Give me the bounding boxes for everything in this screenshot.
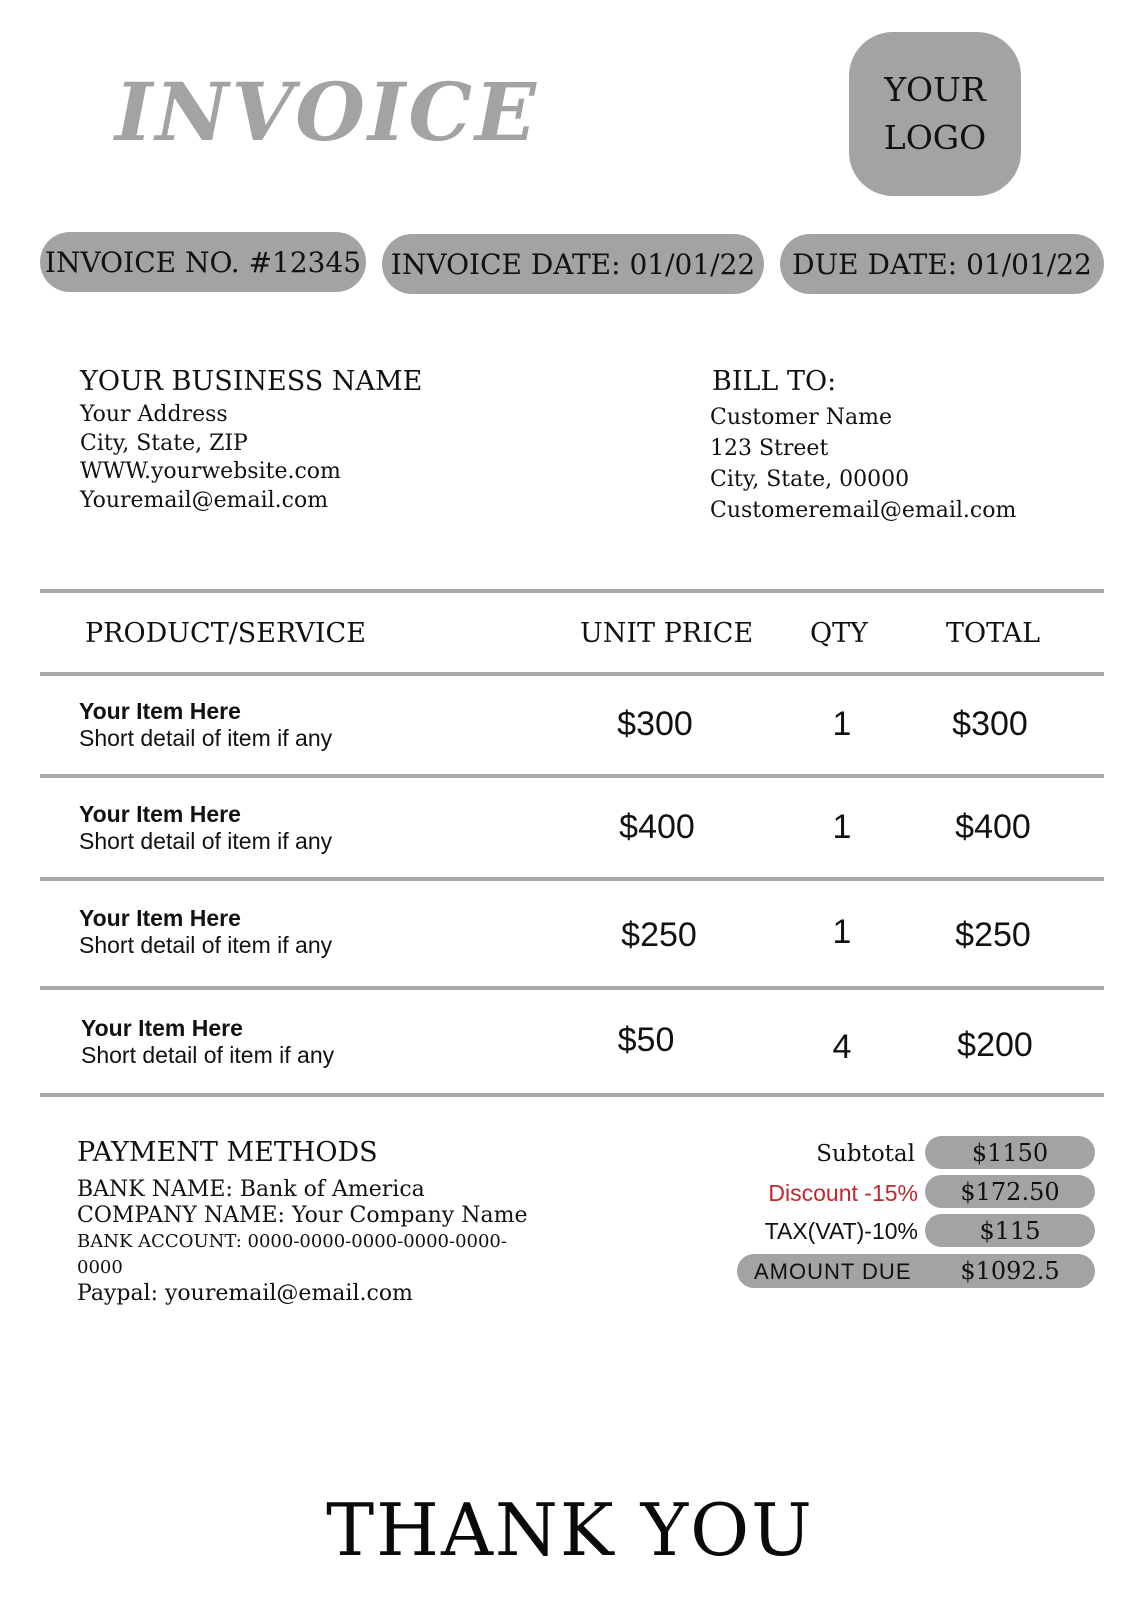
company-name: COMPANY NAME: Your Company Name bbox=[77, 1203, 528, 1228]
header-qty: QTY bbox=[810, 618, 868, 649]
item-detail: Short detail of item if any bbox=[79, 725, 333, 751]
payment-methods-title: PAYMENT METHODS bbox=[77, 1137, 378, 1168]
line-total: $300 bbox=[952, 705, 1028, 743]
table-top-rule bbox=[40, 589, 1104, 593]
invoice-title: INVOICE bbox=[115, 65, 539, 159]
customer-name: Customer Name bbox=[710, 405, 893, 430]
amount-due-value: $1092.5 bbox=[960, 1257, 1060, 1285]
item-name: Your Item Here bbox=[79, 698, 241, 724]
logo-line-1: YOUR bbox=[884, 70, 986, 110]
quantity: 1 bbox=[832, 705, 852, 743]
invoice-date-badge: INVOICE DATE: 01/01/22 bbox=[382, 234, 764, 294]
customer-email: Customeremail@email.com bbox=[710, 498, 1017, 523]
item-detail: Short detail of item if any bbox=[79, 932, 333, 958]
header-total: TOTAL bbox=[946, 618, 1041, 649]
line-total: $250 bbox=[955, 916, 1031, 954]
due-date-badge: DUE DATE: 01/01/22 bbox=[780, 234, 1104, 294]
business-address: Your Address bbox=[80, 402, 228, 427]
table-row bbox=[79, 698, 332, 752]
header-unit-price: UNIT PRICE bbox=[580, 618, 754, 649]
unit-price: $300 bbox=[617, 705, 693, 743]
logo-line-2: LOGO bbox=[883, 118, 987, 157]
unit-price: $250 bbox=[621, 916, 697, 954]
line-total: $200 bbox=[957, 1026, 1033, 1064]
table-header-rule bbox=[40, 672, 1104, 676]
bill-to-label: BILL TO: bbox=[712, 366, 837, 397]
bank-name: BANK NAME: Bank of America bbox=[77, 1177, 425, 1202]
business-website: WWW.yourwebsite.com bbox=[80, 459, 341, 484]
item-name: Your Item Here bbox=[79, 801, 241, 827]
tax-label: TAX(VAT)-10% bbox=[764, 1218, 918, 1244]
quantity: 1 bbox=[832, 808, 852, 846]
header-product-service: PRODUCT/SERVICE bbox=[85, 618, 366, 649]
bill-to-details bbox=[710, 402, 1016, 526]
business-email: Youremail@email.com bbox=[80, 487, 329, 513]
payment-details bbox=[77, 1177, 547, 1307]
tax-value: $115 bbox=[925, 1214, 1095, 1247]
discount-value: $172.50 bbox=[925, 1175, 1095, 1208]
item-detail: Short detail of item if any bbox=[81, 1042, 335, 1068]
item-name: Your Item Here bbox=[81, 1015, 243, 1041]
bank-account-continued: 0000 bbox=[77, 1257, 123, 1278]
logo-text bbox=[884, 66, 986, 162]
table-row bbox=[79, 801, 332, 855]
thank-you-text: THANK YOU bbox=[326, 1488, 814, 1572]
row-divider bbox=[40, 774, 1104, 778]
unit-price: $50 bbox=[617, 1021, 675, 1059]
paypal: Paypal: youremail@email.com bbox=[77, 1281, 413, 1306]
item-detail: Short detail of item if any bbox=[79, 828, 333, 854]
line-total: $400 bbox=[955, 808, 1031, 846]
amount-due-label: AMOUNT DUE bbox=[754, 1259, 912, 1284]
invoice-number-badge: INVOICE NO. #12345 bbox=[40, 232, 366, 292]
business-city: City, State, ZIP bbox=[80, 430, 248, 456]
table-row bbox=[79, 905, 332, 959]
subtotal-value: $1150 bbox=[925, 1136, 1095, 1169]
bank-account: BANK ACCOUNT: 0000-0000-0000-0000-0000- bbox=[77, 1231, 507, 1252]
discount-label: Discount -15% bbox=[768, 1180, 918, 1206]
subtotal-label: Subtotal bbox=[816, 1141, 915, 1167]
quantity: 4 bbox=[832, 1028, 852, 1066]
item-name: Your Item Here bbox=[79, 905, 241, 931]
logo-placeholder bbox=[849, 32, 1021, 196]
quantity: 1 bbox=[832, 913, 852, 951]
row-divider bbox=[40, 877, 1104, 881]
customer-street: 123 Street bbox=[710, 436, 829, 461]
customer-city: City, State, 00000 bbox=[710, 467, 910, 492]
table-row bbox=[81, 1015, 334, 1069]
row-divider bbox=[40, 986, 1104, 990]
table-bottom-rule bbox=[40, 1093, 1104, 1097]
business-details bbox=[80, 401, 341, 515]
unit-price: $400 bbox=[619, 808, 695, 846]
business-name: YOUR BUSINESS NAME bbox=[80, 366, 423, 397]
